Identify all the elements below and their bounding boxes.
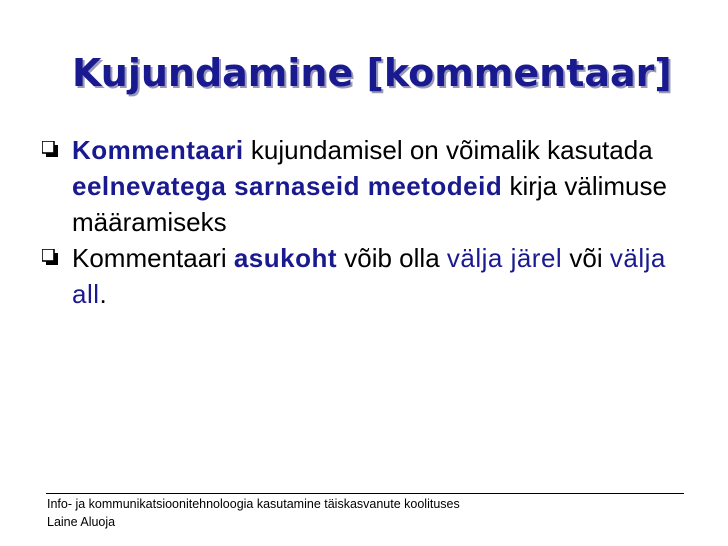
- bullet-1-text-1: kujundamisel on võimalik kasutada: [243, 135, 653, 165]
- footer-course-title: Info- ja kommunikatsioonitehnoloogia kasutamine täiskasvanute koolituses: [47, 497, 460, 511]
- footer-divider: [46, 493, 684, 494]
- bullet-item-2: [38, 240, 708, 312]
- bullet-1-bold-lead: Kommentaari: [72, 135, 244, 165]
- bullet-2-text-2: võib olla: [337, 243, 447, 273]
- bullet-list: [38, 132, 708, 312]
- bullet-2-text-4: .: [99, 279, 107, 309]
- bullet-2-blue-1: välja järel: [446, 243, 563, 273]
- bullet-2-blue-2: välja all: [72, 243, 666, 309]
- footer-author: Laine Aluoja: [47, 515, 116, 529]
- bullet-2-bold-mid: asukoht: [233, 243, 338, 273]
- bullet-1-bold-mid: eelnevatega sarnaseid meetodeid: [72, 171, 503, 201]
- bullet-1-text-2: kirja välimuse määramiseks: [72, 171, 667, 237]
- checkbox-square-icon: [42, 249, 58, 265]
- checkbox-square-icon: [42, 141, 58, 157]
- bullet-2-text-1: Kommentaari: [72, 243, 234, 273]
- bullet-item-1: [38, 132, 708, 240]
- bullet-2-text-3: või: [562, 243, 610, 273]
- slide-title: Kujundamine [kommentaar]: [72, 51, 672, 95]
